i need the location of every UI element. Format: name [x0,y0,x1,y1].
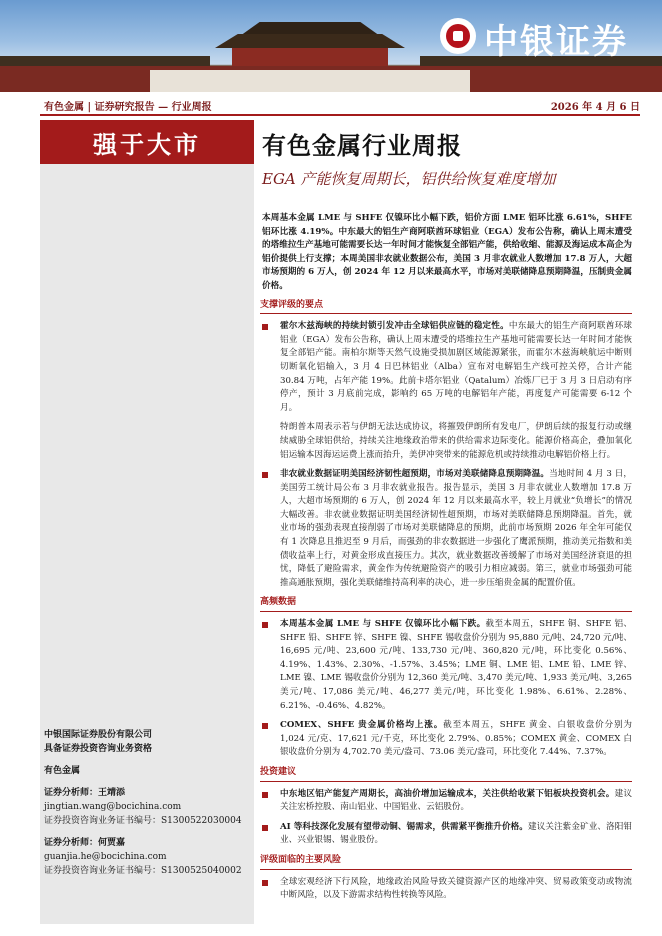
industry-label: 有色金属 [44,766,81,776]
analyst1-email[interactable]: jingtian.wang@bocichina.com [44,802,182,812]
palace-roof-lower [215,34,405,48]
list-item [262,876,632,903]
header-divider [40,114,640,116]
report-date: 2026 年 4 月 6 日 [550,102,640,113]
rating-badge: 强于大市 [40,120,254,164]
point-text: 建议关注紫金矿业、洛阳钼业、兴业银锡、锡业股份。 [280,821,632,846]
bullet-icon [262,622,268,628]
bullet-icon [262,472,268,478]
point-text: 中东最大的铝生产商阿联酋环球铝业（EGA）发布公告称，确认上周末遭受的塔维拉生产基地可能需要长达一年时间才能恢复全部铝产能。南柏尔斯等天然气设施受损加剧区域能源紧张，而霍尔木兹海峡航运中断则切断氧化铝输入，3 月 4 日巴林铝业（Alba）宣布对电解铝生产线可控关停，合计产能 30.84 万吨，占年产能 19%。此前卡塔尔铝业（Qatalum）冶炼厂已于 3 月 3 日启动有序停产，预计 3 月底前完成，影响约 65 万吨的电解铝年产能，再度复产可能需要 6-12 个月。 [280,321,632,413]
report-body [262,212,632,909]
firm-qualification: 具备证券投资咨询业务资格 [44,744,153,754]
report-subtitle: EGA 产能恢复周期长，铝供给恢复难度增加 [262,170,556,188]
bank-of-china-logo-icon [440,18,476,54]
report-category: 有色金属 | 证券研究报告 — 行业周报 [44,102,212,113]
point-headline: AI 等科技深化发展有望带动铜、锡需求，供需紧平衡推升价格。 [280,821,528,832]
section-risks: 评级面临的主要风险 [260,854,632,870]
point-continuation: 特朗普本周表示若与伊朗无法达成协议，将摧毁伊朗所有发电厂，伊朗后续的报复行动或继续威胁全球铝供给，持续关注地缘政治带来的供给需求边际变化。能源价格高企，叠加氧化铝运输本因海运运费上涨而抬升，美伊冲突带来的能源危机或持续推动电解铝价格上行。 [280,422,632,460]
list-item [262,320,632,415]
section-high-frequency: 高频数据 [260,596,632,612]
brand-logo-text: 中银证券 [484,22,628,62]
bullet-icon [262,792,268,798]
bullet-icon [262,825,268,831]
firm-name: 中银国际证券股份有限公司 [44,730,153,740]
point-headline: COMEX、SHFE 贵金属价格均上涨。 [280,720,444,731]
section-investment-advice: 投资建议 [260,766,632,782]
bullet-icon [262,324,268,330]
point-headline: 非农就业数据证明美国经济韧性超预期，市场对美联储降息预期降温。 [280,469,550,480]
point-text: 截至本周五，SHFE 黄金、白银收盘价分别为 1,024 元/克、17,621 元/千克，环比变化 2.79%、0.85%；COMEX 黄金、COMEX 白银收盘价分别为 4,702.70 美元/盎司、73.06 美元/盎司，环比变化 7.44%、7.37%。 [280,720,632,758]
bullet-icon [262,723,268,729]
point-text: 当地时间 4 月 3 日，美国劳工统计局公布 3 月非农就业报告。报告显示，美国 3 月非农就业人数增加 17.8 万人，大超市场预期的 6 万人，创 2024 年 12 月以来最高水平，较上月就业“负增长”的情况大幅改善。非农就业数据证明美国经济韧性超预期，市场对美联储降息预期降温。首先，就业市场的强劲表现直接削弱了市场对美联储降息的预期，此前市场预期 2026 年全年可能仅有 1 次降息且推迟至 9 月后，而强劲的非农数据进一步强化了鹰派预期，推动美元指数和美债收益率上行，对黄金形成直接压力。其次，就业数据改善缓解了市场对美国经济衰退的担忧，降低了避险需求，黄金作为传统避险资产的吸引力相应减弱。第三，就业市场强劲可能推高通胀预期，强化美联储维持高利率的决心，进一步压缩贵金属的配置价值。 [280,469,632,588]
analyst1-name: 证券分析师：王靖添 [44,788,126,798]
point-headline: 中东地区铝产能复产周期长，高油价增加运输成本，关注供给收紧下铝板块投资机会。 [280,788,615,799]
point-headline: 霍尔木兹海峡的持续封锁引发冲击全球铝供应链的稳定性。 [280,321,509,332]
palace-roof-upper [240,22,380,36]
list-item [262,788,632,815]
list-item [262,618,632,713]
analyst2-email[interactable]: guanjia.he@bocichina.com [44,852,167,862]
point-text: 截至本周五，SHFE 铜、SHFE 铝、SHFE 铅、SHFE 锌、SHFE 镍、SHFE 锡收盘价分别为 95,880 元/吨、24,720 元/吨、16,695 元/吨、23,600 元/吨、133,730 元/吨、360,820 元/吨，环比变化 0.56%、4.19%、1.43%、2.30%、-1.57%、3.45%；LME 铜、LME 铝、LME 铅、LME 锌、LME 镍、LME 锡收盘价分别为 12,360 美元/吨、3,470 美元/吨、1,933 美元/吨、3,265 美元/吨、17,086 美元/吨、46,277 美元/吨，环比变化 1.98%、6.61%、2.28%、6.21%、-0.46%、4.82%。 [280,619,632,711]
report-meta-bar [40,96,640,114]
analyst1-cert: 证券投资咨询业务证书编号：S1300522030004 [44,816,242,826]
header-banner [0,0,662,92]
point-headline: 本周基本金属 LME 与 SHFE 仅镍环比小幅下跌。 [280,619,486,630]
bullet-icon [262,880,268,886]
point-text: 建议关注宏桥控股、南山铝业、中国铝业、云铝股份。 [280,788,632,813]
section-rating-points: 支撑评级的要点 [260,299,632,315]
list-item [262,821,632,848]
risk-text: 全球宏观经济下行风险，地缘政治风险导致关键资源产区的地缘冲突、贸易政策变动或物流中断风险，以及下游需求结构性转换等风险。 [280,876,632,901]
analyst-info [44,728,252,878]
analyst2-cert: 证券投资咨询业务证书编号：S1300525040002 [44,866,242,876]
list-item [262,468,632,590]
palace-steps [150,70,470,92]
summary-paragraph: 本周基本金属 LME 与 SHFE 仅镍环比小幅下跌，铝价方面 LME 铝环比涨 6.61%，SHFE 铝环比涨 4.19%。中东最大的铝生产商阿联酋环球铝业（EGA）发布公告称，确认上周末遭受的塔维拉生产基地可能需要长达一年时间才能恢复全部铝产能，供给收缩、能源及海运成本高企为铝价提供上行支撑；本周美国非农就业数据公布，美国 3 月非农就业人数增加 17.8 万人，大超市场预期的 6 万人，创 2024 年 12 月以来最高水平，市场对美联储降息预期降温，压制贵金属价格。 [262,213,632,291]
report-title: 有色金属行业周报 [262,131,462,160]
analyst2-name: 证券分析师：何贾嘉 [44,838,126,848]
list-item [262,719,632,760]
